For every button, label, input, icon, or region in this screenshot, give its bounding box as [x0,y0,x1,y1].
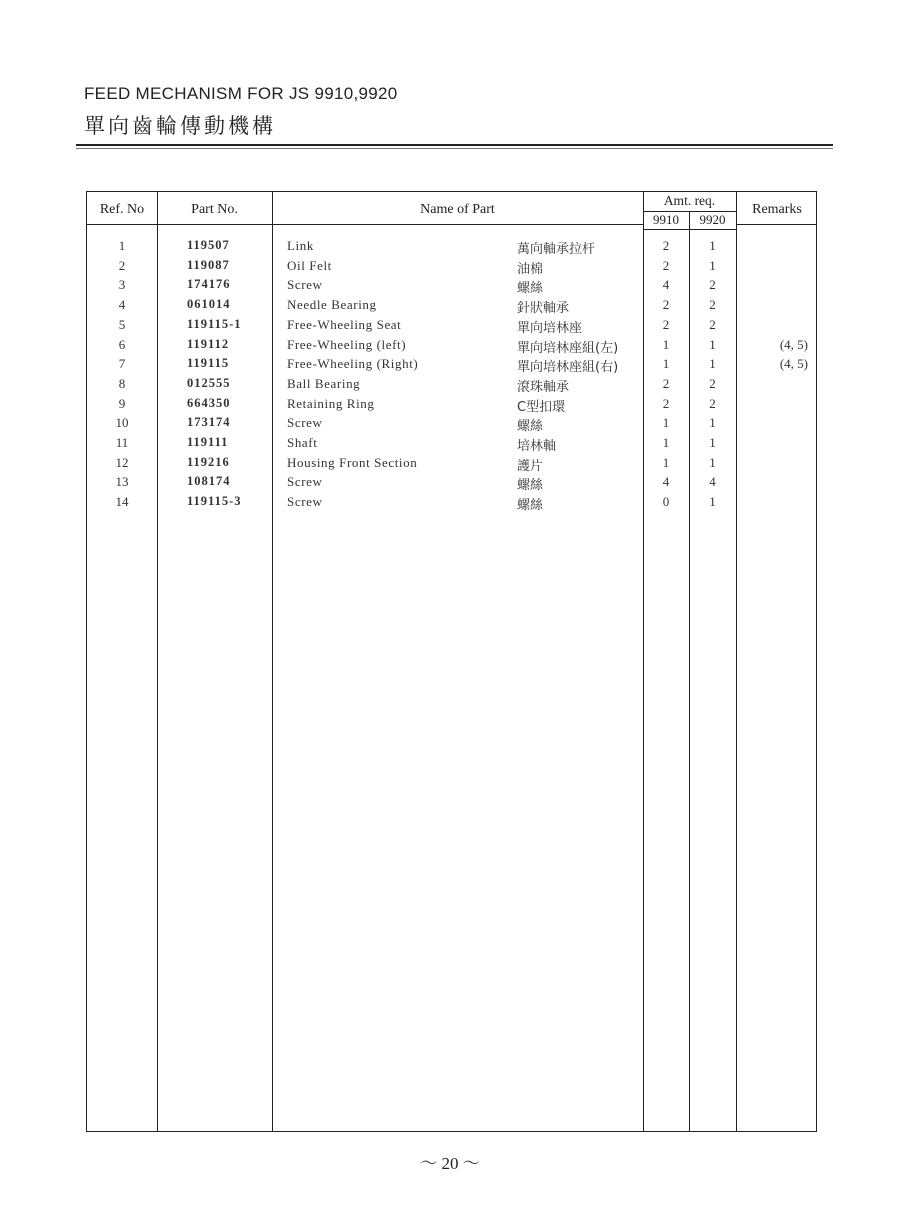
cell-qty-9910: 2 [662,395,670,411]
cell-name-zh: 螺絲 [517,478,544,494]
cell-qty-9920: 2 [709,297,716,313]
cell-part-no: 012555 [187,375,231,390]
header-rule-thin [76,148,833,149]
cell-name-en: Needle Bearing [287,297,377,313]
cell-qty-9910: 2 [662,375,670,391]
cell-name-zh: 萬向軸承拉杆 [517,242,596,257]
cell-name-en: Free-Wheeling (left) [287,336,407,352]
cell-name-zh: 單向培林座組(右) [517,360,619,376]
cell-name-en: Screw [287,415,323,431]
cell-name-en: Ball Bearing [287,375,361,391]
cell-qty-9910: 2 [662,316,670,332]
cell-ref-no: 2 [118,257,126,273]
cell-name-zh: 培林軸 [517,439,557,454]
cell-qty-9910: 2 [662,238,670,253]
cell-name-zh: 螺絲 [517,419,544,435]
header-ref-no: Ref. No [99,202,145,217]
cell-qty-9920: 2 [709,375,716,391]
cell-qty-9910: 1 [662,435,670,450]
cell-qty-9920: 1 [709,336,716,352]
cell-qty-9920: 4 [709,474,716,490]
cell-name-zh: 針狀軸承 [517,301,570,317]
cell-name-en: Free-Wheeling (Right) [287,356,419,372]
cell-name-zh: 單向培林座 [517,320,583,336]
cell-ref-no: 3 [118,277,126,293]
title-english: FEED MECHANISM FOR JS 9910,9920 [84,84,398,103]
cell-part-no: 119087 [187,257,230,272]
cell-qty-9920: 1 [709,356,716,372]
cell-qty-9920: 2 [709,277,716,293]
cell-ref-no: 7 [118,356,126,372]
cell-part-no: 119115 [187,356,230,371]
cell-ref-no: 1 [118,238,126,253]
cell-ref-no: 6 [118,336,126,352]
cell-ref-no: 4 [118,297,126,313]
header-name-of-part: Name of Part [420,202,495,217]
cell-qty-9910: 0 [662,494,670,510]
cell-part-no: 119111 [187,435,229,449]
header-model-9910: 9910 [653,212,679,227]
parts-table [86,191,817,1132]
cell-remarks: (4, 5) [779,356,808,372]
cell-qty-9920: 2 [709,395,716,411]
cell-ref-no: 12 [115,454,129,470]
page-number: ～ 20 ～ [420,1154,480,1173]
cell-name-en: Link [287,238,314,253]
cell-qty-9920: 1 [709,415,716,431]
cell-part-no: 664350 [187,395,231,410]
col-divider-name [643,192,644,1131]
cell-qty-9910: 1 [662,415,670,431]
cell-part-no: 119507 [187,238,230,252]
cell-qty-9910: 4 [662,474,670,490]
cell-part-no: 173174 [187,415,231,430]
cell-name-en: Oil Felt [287,257,332,273]
cell-part-no: 174176 [187,277,231,292]
cell-remarks: (4, 5) [779,336,808,352]
cell-qty-9910: 1 [662,336,670,352]
header-rule [76,144,833,146]
cell-ref-no: 10 [115,415,129,431]
cell-qty-9910: 1 [662,356,670,372]
header-part-no: Part No. [191,202,238,217]
cell-qty-9920: 1 [709,454,716,470]
cell-qty-9920: 2 [709,316,716,332]
cell-name-zh: 護片 [517,458,544,474]
cell-part-no: 061014 [187,297,231,312]
cell-ref-no: 9 [118,395,126,411]
cell-name-zh: 螺絲 [517,281,544,297]
cell-qty-9910: 2 [662,257,670,273]
cell-name-zh: 螺絲 [517,498,544,514]
cell-qty-9910: 4 [662,277,670,293]
header-amt-req: Amt. req. [663,193,716,208]
page-header [84,84,398,140]
cell-part-no: 119115-1 [187,316,242,331]
header-line-right [736,224,816,225]
cell-ref-no: 5 [118,316,126,332]
cell-name-zh: 油棉 [517,261,544,277]
cell-name-zh: 單向培林座組(左) [517,340,619,356]
col-divider-req [736,192,737,1131]
cell-name-en: Screw [287,494,323,510]
cell-name-zh: C型扣環 [517,399,566,415]
cell-ref-no: 8 [118,375,126,391]
cell-part-no: 119115-3 [187,494,242,509]
col-divider-ref [157,192,158,1131]
cell-ref-no: 11 [115,435,129,450]
cell-ref-no: 13 [115,474,129,490]
cell-ref-no: 14 [115,494,129,510]
cell-name-zh: 滾珠軸承 [517,379,570,395]
cell-qty-9920: 1 [709,494,716,510]
header-model-9920: 9920 [699,212,726,227]
cell-qty-9920: 1 [709,257,716,273]
cell-qty-9920: 1 [709,435,716,450]
header-remarks: Remarks [752,202,802,217]
cell-part-no: 108174 [187,474,231,489]
cell-name-en: Retaining Ring [287,395,375,411]
header-line-amt [643,229,736,230]
cell-name-en: Free-Wheeling Seat [287,316,402,332]
cell-part-no: 119112 [187,336,230,351]
cell-qty-9920: 1 [709,238,716,253]
cell-qty-9910: 1 [662,454,670,470]
cell-name-en: Shaft [287,435,318,450]
header-line-left [87,224,643,225]
cell-name-en: Screw [287,277,323,293]
title-chinese: 單向齒輪傳動機構 [84,114,276,138]
cell-name-en: Screw [287,474,323,490]
col-divider-part [272,192,273,1131]
cell-name-en: Housing Front Section [287,454,418,470]
cell-part-no: 119216 [187,454,230,469]
cell-qty-9910: 2 [662,297,670,313]
